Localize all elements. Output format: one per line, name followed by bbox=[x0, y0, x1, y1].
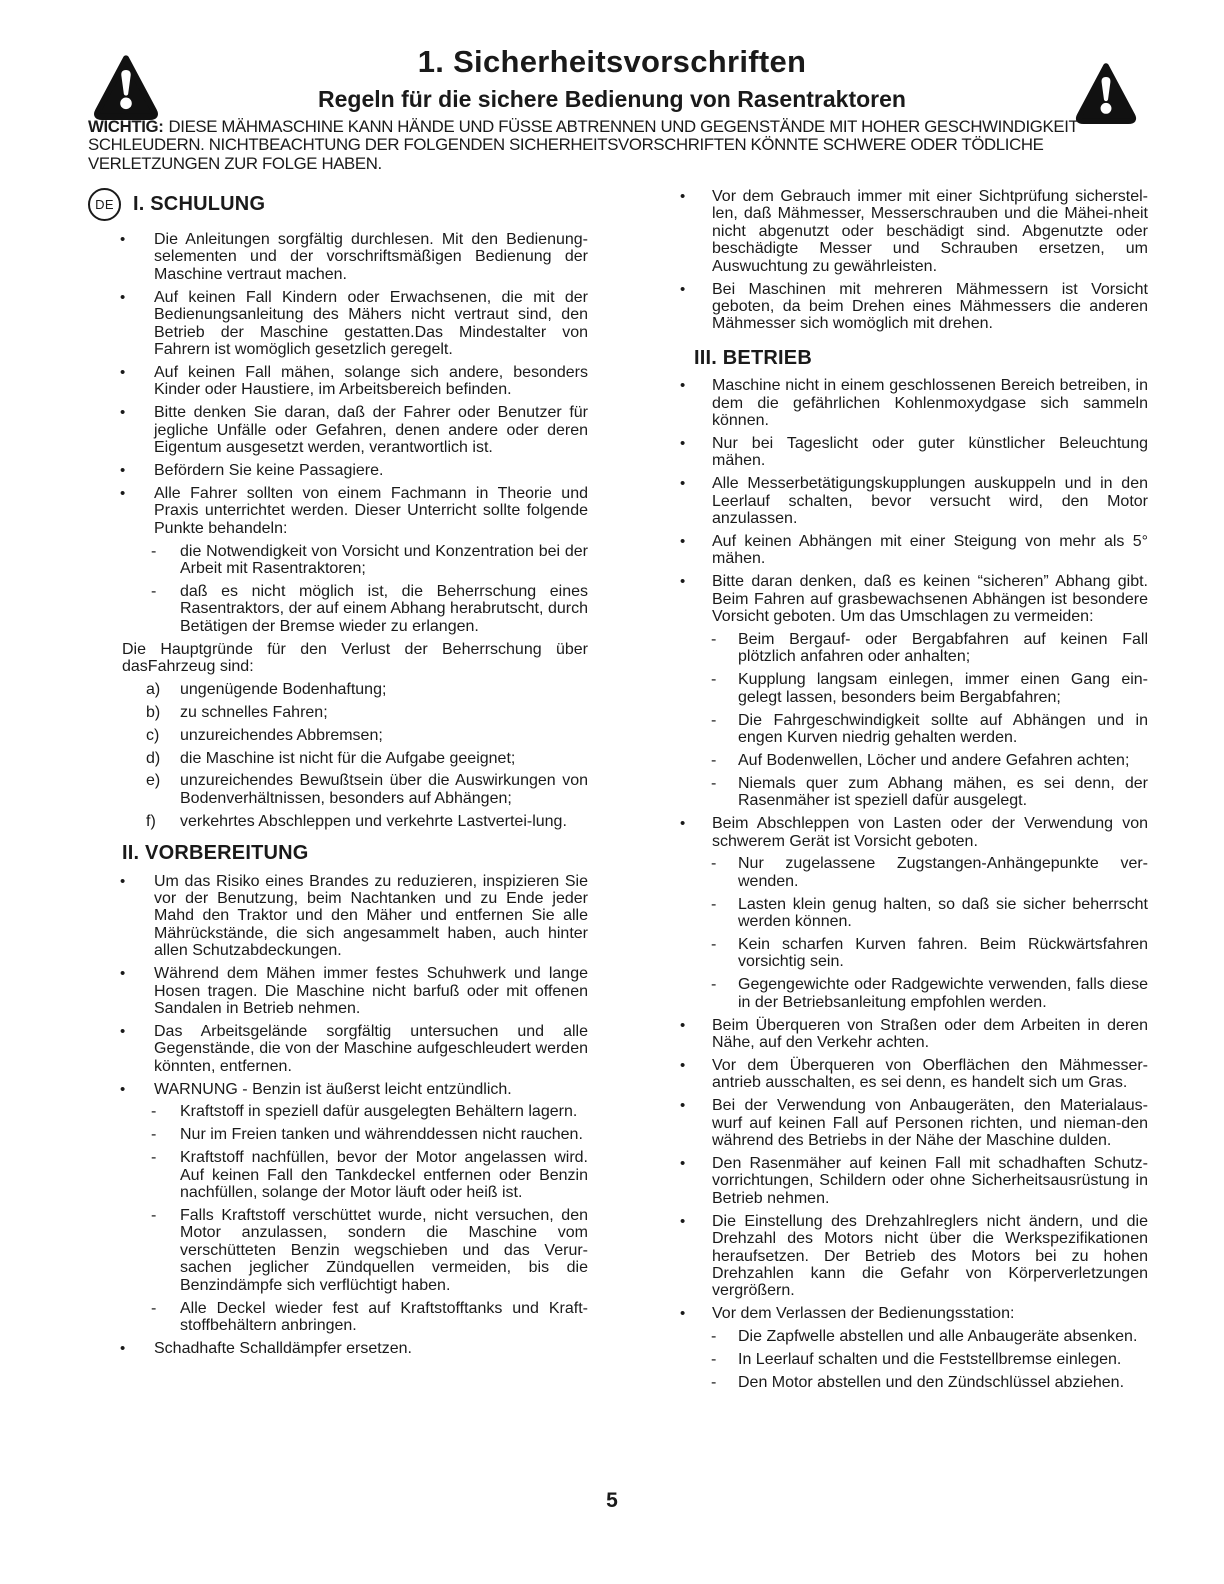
list-item bbox=[672, 377, 1148, 429]
list-item bbox=[88, 1340, 588, 1357]
item-text: Auf keinen Fall mähen, solange sich andere, besonders Kinder oder Haustiere, im Arbeitsbereich befinden. bbox=[154, 363, 588, 399]
item-text: Kraftstoff in speziell dafür ausgelegten Behältern lagern. bbox=[180, 1103, 578, 1121]
item-text: die Maschine ist nicht für die Aufgabe geeignet; bbox=[180, 749, 516, 767]
page-title: 1. Sicherheitsvorschriften bbox=[417, 44, 807, 79]
list-item bbox=[672, 1097, 1148, 1149]
bullet-marker: • bbox=[120, 363, 126, 381]
section-heading-text: III. BETRIEB bbox=[694, 346, 812, 369]
bullet-marker: • bbox=[120, 1022, 126, 1040]
section-heading bbox=[672, 346, 1148, 369]
list-item bbox=[672, 631, 1148, 666]
list-item bbox=[672, 188, 1148, 275]
letter-marker: b) bbox=[146, 703, 161, 721]
item-text: unzureichendes Bewußtsein über die Auswirkungen von Bodenverhältnissen, besonders auf Abhängen; bbox=[180, 772, 588, 807]
language-badge: DE bbox=[88, 188, 121, 221]
item-text: Bitte denken Sie daran, daß der Fahrer oder Benutzer für jegliche Unfälle oder Gefahren, denen andere oder deren Eigentum ausgesetzt werden, verantwortlich ist. bbox=[154, 404, 588, 456]
list-item bbox=[672, 775, 1148, 810]
dash-marker: - bbox=[711, 895, 717, 913]
letter-marker: c) bbox=[146, 726, 160, 744]
important-label: WICHTIG: bbox=[88, 117, 164, 136]
list-item bbox=[672, 712, 1148, 747]
item-text: Falls Kraftstoff verschüttet wurde, nicht versuchen, den Motor anzulassen, sondern die Maschine vom verschütteten Benzin wegschieben und das Verur-sachen jeglicher Zündquellen vermeiden, bis die Benzindämpfe sich verflüchtigt haben. bbox=[180, 1207, 588, 1294]
list-item bbox=[88, 583, 588, 635]
item-text: zu schnelles Fahren; bbox=[180, 703, 328, 721]
list-item bbox=[88, 1081, 588, 1098]
item-text: unzureichendes Abbremsen; bbox=[180, 726, 383, 744]
item-text: Den Rasenmäher auf keinen Fall mit schadhaften Schutz-vorrichtungen, Schildern oder ohne Sicherheitsausrüstung in Betrieb nehmen. bbox=[712, 1155, 1148, 1207]
item-text: Während dem Mähen immer festes Schuhwerk und lange Hosen tragen. Die Maschine nicht barfuß oder mit offenen Sandalen in Betrieb nehmen. bbox=[154, 965, 588, 1017]
list-item bbox=[88, 873, 588, 960]
bullet-marker: • bbox=[680, 532, 686, 550]
letter-marker: a) bbox=[146, 680, 161, 698]
dash-marker: - bbox=[711, 671, 717, 689]
item-text: Die Fahrgeschwindigkeit sollte auf Abhängen und in engen Kurven niedrig gehalten werden. bbox=[738, 711, 1148, 746]
item-text: Kraftstoff nachfüllen, bevor der Motor angelassen wird. Auf keinen Fall den Tankdeckel entfernen oder Benzin nachfüllen, solange der Motor läuft oder heiß ist. bbox=[180, 1149, 588, 1202]
important-text: DIESE MÄHMASCHINE KANN HÄNDE UND FÜSSE ABTRENNEN UND GEGENSTÄNDE MIT HOHER GESCHWINDIGKEIT SCHLEUDERN. NICHTBEACHTUNG DER FOLGENDEN SICHERHEITSVORSCHRIFTEN KÖNNTE SCHWERE ODER TÖDLICHE VERLETZUNGEN ZUR FOLGE HABEN. bbox=[88, 117, 1079, 173]
bullet-marker: • bbox=[680, 1056, 686, 1074]
bullet-marker: • bbox=[680, 280, 686, 298]
list-item bbox=[88, 813, 588, 830]
list-item bbox=[88, 485, 588, 537]
important-notice bbox=[88, 118, 1146, 173]
item-text: Kupplung langsam einlegen, immer einen Gang ein-gelegt lassen, besonders beim Bergabfahren; bbox=[738, 671, 1148, 706]
list-item bbox=[672, 435, 1148, 470]
item-text: verkehrtes Abschleppen und verkehrte Lastvertei-lung. bbox=[180, 812, 567, 830]
item-text: Maschine nicht in einem geschlossenen Bereich betreiben, in dem die gefährlichen Kohlenmoxydgase sich sammeln können. bbox=[712, 377, 1148, 429]
bullet-marker: • bbox=[120, 1339, 126, 1357]
item-text: Nur zugelassene Zugstangen-Anhängepunkte ver-wenden. bbox=[738, 855, 1148, 890]
item-text: Die Zapfwelle abstellen und alle Anbaugeräte absenken. bbox=[738, 1328, 1138, 1346]
dash-marker: - bbox=[711, 1328, 717, 1346]
item-text: Befördern Sie keine Passagiere. bbox=[154, 461, 384, 479]
item-text: Kein scharfen Kurven fahren. Beim Rückwärtsfahren vorsichtig sein. bbox=[738, 936, 1148, 971]
item-text: Alle Messerbetätigungskupplungen auskuppeln und in den Leerlauf schalten, bevor versucht wird, den Motor anzulassen. bbox=[712, 475, 1148, 527]
bullet-marker: • bbox=[680, 815, 686, 833]
list-item bbox=[88, 1023, 588, 1075]
item-text: Das Arbeitsgelände sorgfältig untersuchen und alle Gegenstände, die von der Maschine aufgeschleudert werden könnten, entfernen. bbox=[154, 1022, 588, 1075]
right-column bbox=[672, 188, 1148, 1397]
list-item bbox=[88, 965, 588, 1017]
dash-marker: - bbox=[711, 936, 717, 954]
item-text: Die Einstellung des Drehzahlreglers nicht ändern, und die Drehzahl des Motors nicht über die Werkspezifikationen heraufsetzen. Der Betrieb des Motors bei zu hohen Drehzahlen kann die Gefahr von Körperverletzungen vergrößern. bbox=[712, 1212, 1148, 1300]
bullet-marker: • bbox=[120, 965, 126, 983]
bullet-marker: • bbox=[680, 188, 686, 205]
list-item bbox=[672, 1057, 1148, 1092]
list-item bbox=[672, 752, 1148, 769]
list-item bbox=[672, 1374, 1148, 1391]
list-item bbox=[672, 281, 1148, 333]
bullet-marker: • bbox=[680, 1305, 686, 1323]
list-item bbox=[88, 727, 588, 744]
section-heading-text: I. SCHULUNG bbox=[133, 192, 266, 215]
item-text: Nur bei Tageslicht oder guter künstlicher Beleuchtung mähen. bbox=[712, 434, 1148, 470]
list-item bbox=[88, 1300, 588, 1335]
list-item bbox=[88, 750, 588, 767]
item-text: Beim Überqueren von Straßen oder dem Arbeiten in deren Nähe, auf den Verkehr achten. bbox=[712, 1016, 1148, 1052]
dash-marker: - bbox=[711, 751, 717, 769]
item-text: ungenügende Bodenhaftung; bbox=[180, 680, 387, 698]
dash-marker: - bbox=[151, 1103, 157, 1121]
item-text: Auf keinen Fall Kindern oder Erwachsenen, die mit der Bedienungsanleitung des Mähers nicht vertraut sind, den Betrieb der Maschine gestatten.Das Mindestalter von Fahrern ist womöglich gesetzlich geregelt. bbox=[154, 288, 588, 358]
list-item bbox=[88, 462, 588, 479]
bullet-marker: • bbox=[120, 288, 126, 306]
left-column bbox=[88, 188, 588, 1363]
page-number: 5 bbox=[606, 1489, 618, 1512]
list-item bbox=[672, 896, 1148, 931]
list-item bbox=[672, 671, 1148, 706]
dash-marker: - bbox=[151, 582, 157, 600]
list-item bbox=[672, 573, 1148, 625]
dash-marker: - bbox=[711, 774, 717, 792]
dash-marker: - bbox=[711, 711, 717, 729]
bullet-marker: • bbox=[120, 231, 126, 248]
paragraph bbox=[88, 641, 588, 676]
dash-marker: - bbox=[151, 1149, 157, 1167]
item-text: Bei der Verwendung von Anbaugeräten, den Materialaus-wurf auf keinen Fall auf Personen richten, und nieman-den während des Betriebs in der Nähe der Maschine dulden. bbox=[712, 1097, 1148, 1150]
dash-marker: - bbox=[151, 1126, 157, 1144]
list-item bbox=[88, 1103, 588, 1120]
letter-marker: e) bbox=[146, 772, 161, 790]
dash-marker: - bbox=[711, 1373, 717, 1391]
item-text: daß es nicht möglich ist, die Beherrschung eines Rasentraktors, der auf einem Abhang herabrutscht, durch Betätigen der Bremse wieder zu erlangen. bbox=[180, 582, 588, 635]
dash-marker: - bbox=[711, 630, 717, 648]
section-heading-text: II. VORBEREITUNG bbox=[122, 842, 309, 865]
item-text: Nur im Freien tanken und währenddessen nicht rauchen. bbox=[180, 1126, 583, 1144]
list-item bbox=[88, 681, 588, 698]
list-item bbox=[672, 475, 1148, 527]
bullet-marker: • bbox=[680, 1016, 686, 1034]
bullet-marker: • bbox=[120, 1080, 126, 1098]
bullet-marker: • bbox=[680, 434, 686, 452]
item-text: Um das Risiko eines Brandes zu reduzieren, inspizieren Sie vor der Benutzung, beim Nachtanken und zu Ende jeder Mahd den Traktor und den Mäher und entfernen Sie alle Mährückstände, die sich angesammelt haben, auch hinter allen Schutzabdeckungen. bbox=[154, 872, 588, 960]
list-item bbox=[672, 533, 1148, 568]
item-text: Bei Maschinen mit mehreren Mähmessern ist Vorsicht geboten, da beim Drehen eines Mähmessers die anderen Mähmesser sich womöglich mit drehen. bbox=[712, 280, 1148, 333]
item-text: Vor dem Überqueren von Oberflächen den Mähmesser-antrieb ausschalten, es sei denn, es handelt sich um Gras. bbox=[712, 1056, 1148, 1092]
dash-marker: - bbox=[711, 976, 717, 994]
item-text: die Notwendigkeit von Vorsicht und Konzentration bei der Arbeit mit Rasentraktoren; bbox=[180, 542, 588, 577]
item-text: Beim Abschleppen von Lasten oder der Verwendung von schwerem Gerät ist Vorsicht geboten. bbox=[712, 815, 1148, 850]
list-item bbox=[88, 1149, 588, 1201]
list-item bbox=[88, 1126, 588, 1143]
list-item bbox=[88, 772, 588, 807]
bullet-marker: • bbox=[120, 484, 126, 502]
list-item bbox=[88, 289, 588, 359]
item-text: Den Motor abstellen und den Zündschlüssel abziehen. bbox=[738, 1373, 1125, 1391]
item-text: Gegengewichte oder Radgewichte verwenden, falls diese in der Betriebsanleitung empfohlen werden. bbox=[738, 976, 1148, 1011]
list-item bbox=[88, 404, 588, 456]
dash-marker: - bbox=[151, 1207, 157, 1224]
item-text: Die Anleitungen sorgfältig durchlesen. Mit den Bedienung-selementen und der vorschriftsmäßigen Bedienung der Maschine vertraut machen. bbox=[154, 231, 588, 283]
list-item bbox=[672, 1305, 1148, 1322]
letter-marker: f) bbox=[146, 812, 156, 830]
list-item bbox=[672, 936, 1148, 971]
list-item bbox=[88, 543, 588, 578]
item-text: Alle Deckel wieder fest auf Kraftstofftanks und Kraft-stoffbehältern anbringen. bbox=[180, 1299, 588, 1334]
bullet-marker: • bbox=[680, 1155, 686, 1172]
item-text: Die Hauptgründe für den Verlust der Beherrschung über dasFahrzeug sind: bbox=[122, 640, 588, 675]
item-text: Beim Bergauf- oder Bergabfahren auf keinen Fall plötzlich anfahren oder anhalten; bbox=[738, 630, 1148, 666]
section-heading bbox=[88, 842, 588, 865]
item-text: Vor dem Gebrauch immer mit einer Sichtprüfung sicherstel-len, daß Mähmesser, Messerschrauben und die Mähei-nheit nicht abgenutzt oder beschädigt sind. Abgenutzte oder beschädigte Messer und Schrauben ersetzen, um Auswuchtung zu gewährleisten. bbox=[712, 188, 1148, 275]
item-text: In Leerlauf schalten und die Feststellbremse einlegen. bbox=[738, 1351, 1122, 1369]
dash-marker: - bbox=[151, 1299, 157, 1317]
list-item bbox=[672, 1328, 1148, 1345]
dash-marker: - bbox=[711, 855, 717, 873]
list-item bbox=[672, 1017, 1148, 1052]
bullet-marker: • bbox=[120, 461, 126, 479]
list-item bbox=[672, 1351, 1148, 1368]
list-item bbox=[88, 364, 588, 399]
list-item bbox=[88, 1207, 588, 1294]
list-item bbox=[88, 231, 588, 283]
list-item bbox=[672, 855, 1148, 890]
bullet-marker: • bbox=[680, 475, 686, 493]
list-item bbox=[672, 1155, 1148, 1207]
bullet-marker: • bbox=[680, 1097, 686, 1115]
list-item bbox=[672, 1213, 1148, 1300]
dash-marker: - bbox=[151, 542, 157, 560]
item-text: Bitte daran denken, daß es keinen “sicheren” Abhang gibt. Beim Fahren auf grasbewachsenen Abhängen ist besondere Vorsicht geboten. Um das Umschlagen zu vermeiden: bbox=[712, 573, 1148, 626]
bullet-marker: • bbox=[120, 872, 126, 890]
item-text: Auf Bodenwellen, Löcher und andere Gefahren achten; bbox=[738, 751, 1130, 769]
bullet-marker: • bbox=[680, 573, 686, 591]
list-item bbox=[672, 976, 1148, 1011]
bullet-marker: • bbox=[120, 404, 126, 422]
item-text: WARNUNG - Benzin ist äußerst leicht entzündlich. bbox=[154, 1080, 512, 1098]
item-text: Schadhafte Schalldämpfer ersetzen. bbox=[154, 1339, 412, 1357]
item-text: Vor dem Verlassen der Bedienungsstation: bbox=[712, 1305, 1015, 1323]
list-item bbox=[88, 704, 588, 721]
item-text: Alle Fahrer sollten von einem Fachmann in Theorie und Praxis unterrichtet werden. Dieser Unterricht sollte folgende Punkte behandeln: bbox=[154, 484, 588, 537]
item-text: Lasten klein genug halten, so daß sie sicher beherrscht werden können. bbox=[738, 895, 1148, 931]
page-subtitle: Regeln für die sichere Bedienung von Rasentraktoren bbox=[318, 86, 906, 112]
dash-marker: - bbox=[711, 1351, 717, 1369]
section-heading bbox=[88, 188, 588, 221]
bullet-marker: • bbox=[680, 1212, 686, 1230]
bullet-marker: • bbox=[680, 377, 686, 395]
letter-marker: d) bbox=[146, 749, 161, 767]
item-text: Auf keinen Abhängen mit einer Steigung von mehr als 5° mähen. bbox=[712, 532, 1148, 568]
item-text: Niemals quer zum Abhang mähen, es sei denn, der Rasenmäher ist speziell dafür ausgelegt. bbox=[738, 774, 1148, 810]
list-item bbox=[672, 815, 1148, 850]
